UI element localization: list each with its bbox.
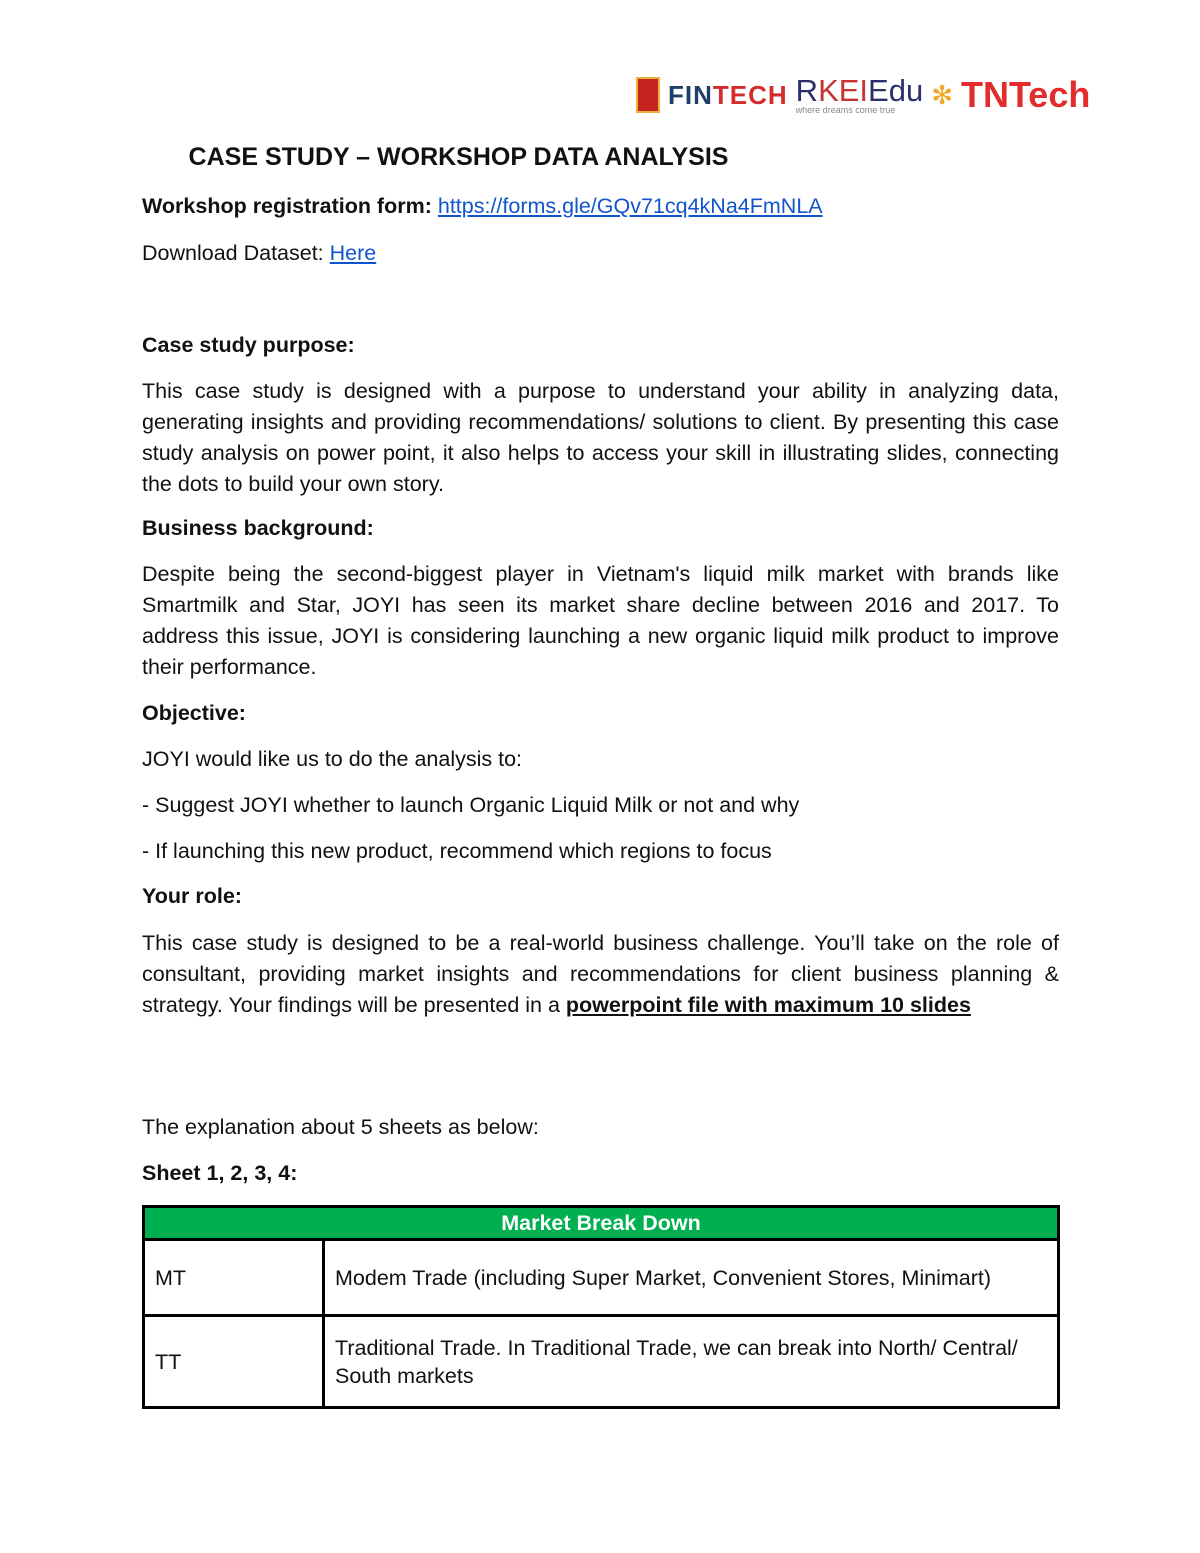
row-key: TT — [144, 1316, 324, 1408]
role-emphasis: powerpoint file with maximum 10 slides — [565, 993, 971, 1017]
role-heading: Your role: — [142, 884, 242, 908]
table-row — [144, 1240, 1059, 1316]
sheets-heading: Sheet 1, 2, 3, 4: — [142, 1161, 298, 1185]
objective-item: - Suggest JOYI whether to launch Organic Liquid Milk or not and why — [142, 793, 800, 817]
table-row — [144, 1316, 1059, 1408]
download-link[interactable]: Here — [329, 241, 377, 265]
table-header: Market Break Down — [144, 1207, 1059, 1240]
registration-line: Workshop registration form: https://forms.gle/GQv71cq4kNa4FmNLA — [142, 194, 823, 218]
registration-link[interactable]: https://forms.gle/GQv71cq4kNa4FmNLA — [437, 194, 823, 218]
background-text: Despite being the second-biggest player in Vietnam's liquid milk market with brands like Smartmilk and Star, JOYI has seen its market share decline between 2016 and 2017. To address this issue, JOYI is considering launching a new organic liquid milk product to improve their performance. — [142, 562, 1059, 679]
row-key: MT — [144, 1240, 324, 1316]
fintech-emblem-icon — [636, 77, 660, 113]
tntech-logo: TNTech — [961, 74, 1091, 115]
objective-item: - If launching this new product, recommend which regions to focus — [142, 839, 772, 863]
page-title: CASE STUDY – WORKSHOP DATA ANALYSIS — [188, 143, 729, 171]
purpose-text: This case study is designed with a purpose to understand your ability in analyzing data, generating insights and providing recommendations/ solutions to client. By presenting this case study analysis on power point, it also helps to access your skill in illustrating slides, connecting the dots to build your own story. — [142, 379, 1059, 496]
download-line: Download Dataset: Here — [142, 241, 377, 265]
sheets-intro: The explanation about 5 sheets as below: — [142, 1115, 539, 1139]
fintech-logo: FINTECH — [668, 79, 788, 110]
background-heading: Business background: — [142, 516, 374, 540]
role-text: This case study is designed to be a real-world business challenge. You’ll take on the role of consultant, providing market insights and recommendations for client business planning & strategy. Your findings will be presented in a powerpoint file with maximum 10 slides — [142, 931, 1059, 1017]
purpose-heading: Case study purpose: — [142, 333, 355, 357]
objective-intro: JOYI would like us to do the analysis to: — [142, 747, 523, 771]
objective-heading: Objective: — [142, 701, 246, 725]
market-breakdown-table — [142, 1205, 1060, 1409]
partner-logos — [636, 70, 1090, 120]
row-value: Traditional Trade. In Traditional Trade, we can break into North/ Central/ South markets — [324, 1316, 1059, 1408]
row-value: Modem Trade (including Super Market, Convenient Stores, Minimart) — [324, 1240, 1059, 1316]
asterisk-icon: ✻ — [931, 79, 953, 110]
rikkei-edu-logo: RKEIEdu where dreams come true — [795, 73, 924, 115]
